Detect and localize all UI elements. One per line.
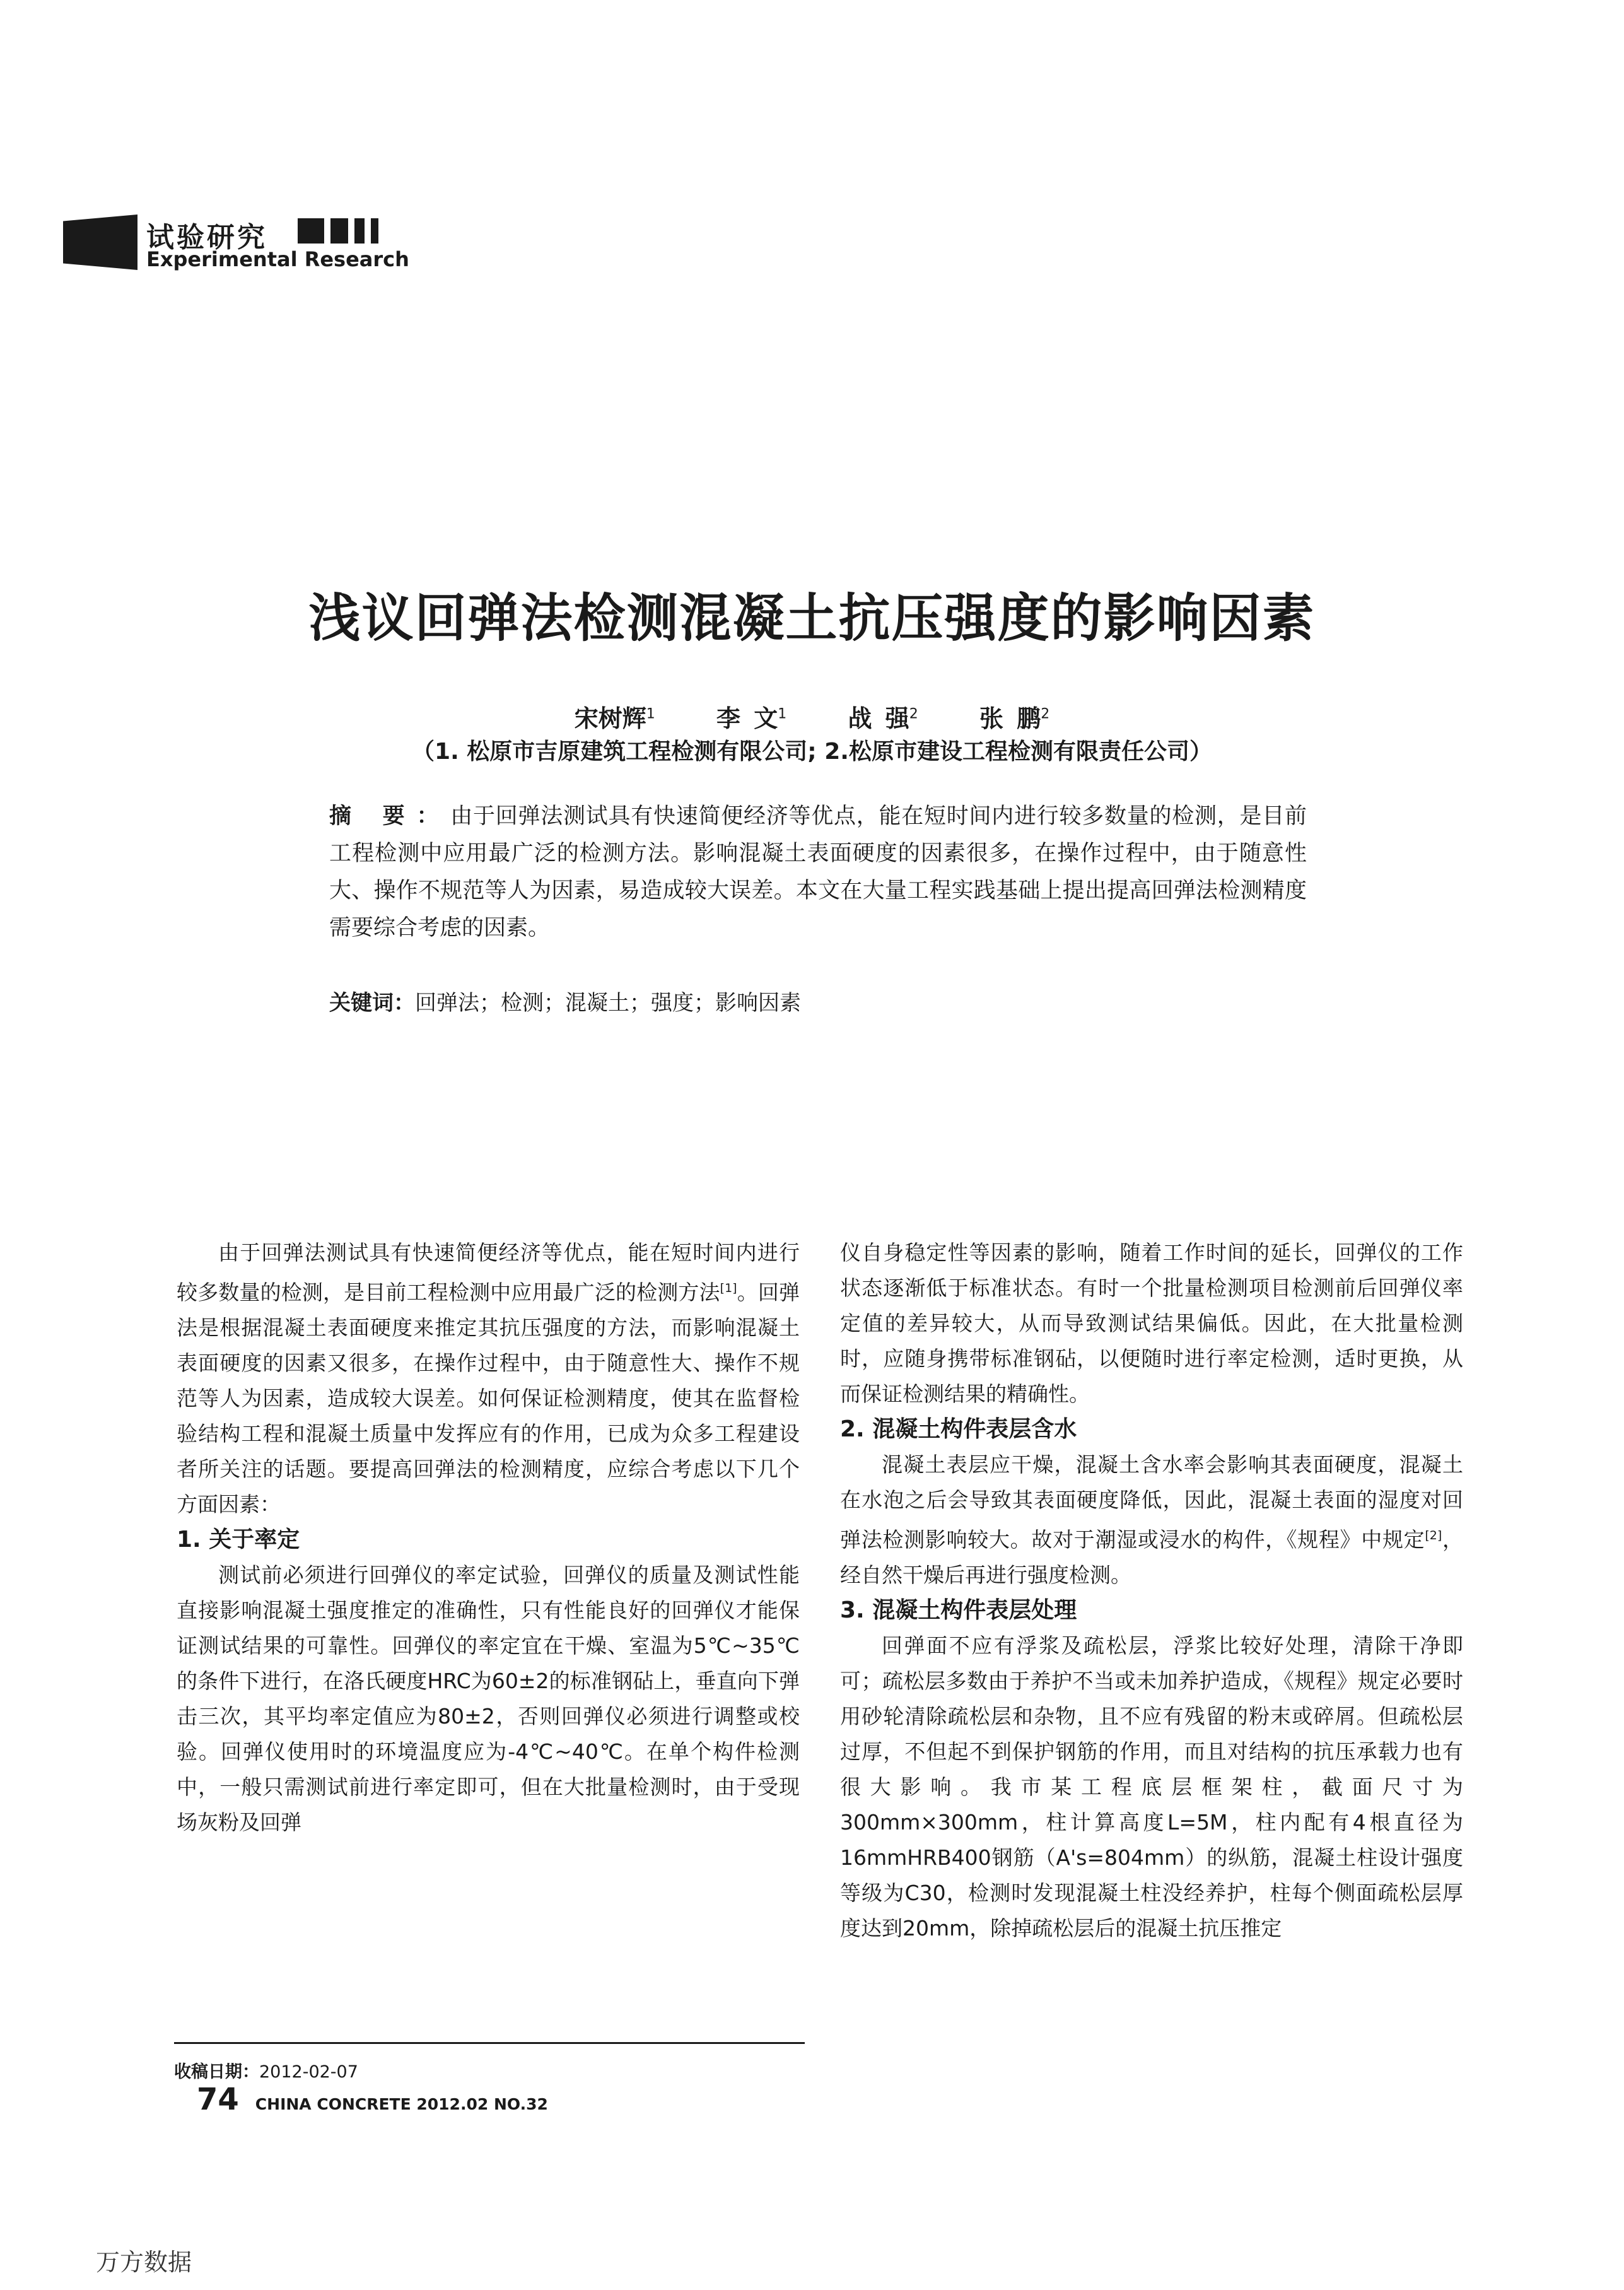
- page-number: 74: [197, 2082, 239, 2117]
- section-paragraph: 回弹面不应有浮浆及疏松层，浮浆比较好处理，清除干净即可；疏松层多数由于养护不当或未加养护造成，《规程》规定必要时用砂轮清除疏松层和杂物，且不应有残留的粉末或碎屑。但疏松层过厚，不但起不到保护钢筋的作用，而且对结构的抗压承载力也有很大影响。我市某工程底层框架柱，截面尺寸为300mm×300mm，柱计算高度L=5M，柱内配有4根直径为16mmHRB400钢筋（A's=804mm）的纵筋，混凝土柱设计强度等级为C30，检测时发现混凝土柱没经养护，柱每个侧面疏松层厚度达到20mm，除掉疏松层后的混凝土抗压推定: [840, 1633, 1463, 1941]
- section-paragraph-continued: 仪自身稳定性等因素的影响，随着工作时间的延长，回弹仪的工作状态逐渐低于标准状态。有时一个批量检测项目检测前后回弹仪率定值的差异较大，从而导致测试结果偏低。因此，在大批量检测时，应随身携带标准钢砧，以便随时进行率定检测，适时更换，从而保证检测结果的精确性。: [840, 1240, 1463, 1406]
- article-title: 浅议回弹法检测混凝土抗压强度的影响因素: [308, 589, 1316, 649]
- watermark: 万方数据: [96, 2248, 192, 2276]
- author: 李 文$^1$: [716, 705, 787, 732]
- received-date: 收稿日期：2012-02-07: [174, 2062, 358, 2082]
- section-title-en: Experimental Research: [146, 247, 409, 271]
- affiliations: （1. 松原市吉原建筑工程检测有限公司; 2.松原市建设工程检测有限责任公司）: [412, 739, 1212, 765]
- section-header-blocks: [298, 218, 378, 244]
- section-heading: 1. 关于率定: [177, 1527, 300, 1553]
- abstract-text: 由于回弹法测试具有快速简便经济等优点，能在短时间内进行较多数量的检测，是目前工程检测中应用最广泛的检测方法。影响混凝土表面硬度的因素很多，在操作过程中，由于随意性大、操作不规范等人为因素，易造成较大误差。本文在大量工程实践基础上提出提高回弹法检测精度需要综合考虑的因素。: [329, 804, 1307, 941]
- citation-ref: [1]: [720, 1281, 737, 1295]
- body-column-left: [177, 1235, 800, 1840]
- keywords-text: 回弹法；检测；混凝土；强度；影响因素: [415, 990, 801, 1016]
- author: 战 强$^2$: [848, 705, 918, 732]
- abstract: [329, 798, 1307, 947]
- intro-paragraph: 由于回弹法测试具有快速简便经济等优点，能在短时间内进行较多数量的检测，是目前工程检测中应用最广泛的检测方法[1]。回弹法是根据混凝土表面硬度来推定其抗压强度的方法，而影响混凝土表面硬度的因素又很多，在操作过程中，由于随意性大、操作不规范等人为因素，造成较大误差。如何保证检测精度，使其在监督检验结构工程和混凝土质量中发挥应有的作用，已成为众多工程建设者所关注的话题。要提高回弹法的检测精度，应综合考虑以下几个方面因素：: [177, 1240, 800, 1517]
- section-heading: 2. 混凝土构件表层含水: [840, 1416, 1077, 1442]
- keywords-label: 关键词：: [329, 990, 415, 1016]
- author: 宋树辉$^1$: [574, 705, 655, 732]
- citation-ref: [2]: [1425, 1529, 1442, 1542]
- abstract-label: 摘 要：: [329, 804, 451, 829]
- section-paragraph: 混凝土表层应干燥，混凝土含水率会影响其表面硬度，混凝土在水泡之后会导致其表面硬度降低，因此，混凝土表面的湿度对回弹法检测影响较大。故对于潮湿或浸水的构件，《规程》中规定[2]，经自然干燥后再进行强度检测。: [840, 1452, 1464, 1587]
- section-heading: 3. 混凝土构件表层处理: [840, 1597, 1077, 1623]
- section-title-cn: 试验研究: [146, 221, 267, 254]
- author: 张 鹏$^2$: [979, 705, 1050, 732]
- body-column-right: [840, 1235, 1463, 1946]
- journal-info: CHINA CONCRETE 2012.02 NO.32: [255, 2095, 548, 2113]
- page-footer: [197, 2082, 548, 2117]
- author-list: [0, 699, 1624, 734]
- footnote-rule: [174, 2042, 805, 2044]
- section-paragraph: 测试前必须进行回弹仪的率定试验，回弹仪的质量及测试性能直接影响混凝土强度推定的准确性，只有性能良好的回弹仪才能保证测试结果的可靠性。回弹仪的率定宜在干燥、室温为5℃~35℃的条件下进行，在洛氏硬度HRC为60±2的标准钢砧上，垂直向下弹击三次，其平均率定值应为80±2，否则回弹仪必须进行调整或校验。回弹仪使用时的环境温度应为-4℃~40℃。在单个构件检测中，一般只需测试前进行率定即可，但在大批量检测时，由于受现场灰粉及回弹: [177, 1563, 800, 1835]
- keywords: [329, 985, 1307, 1016]
- section-header-bar: [63, 214, 137, 270]
